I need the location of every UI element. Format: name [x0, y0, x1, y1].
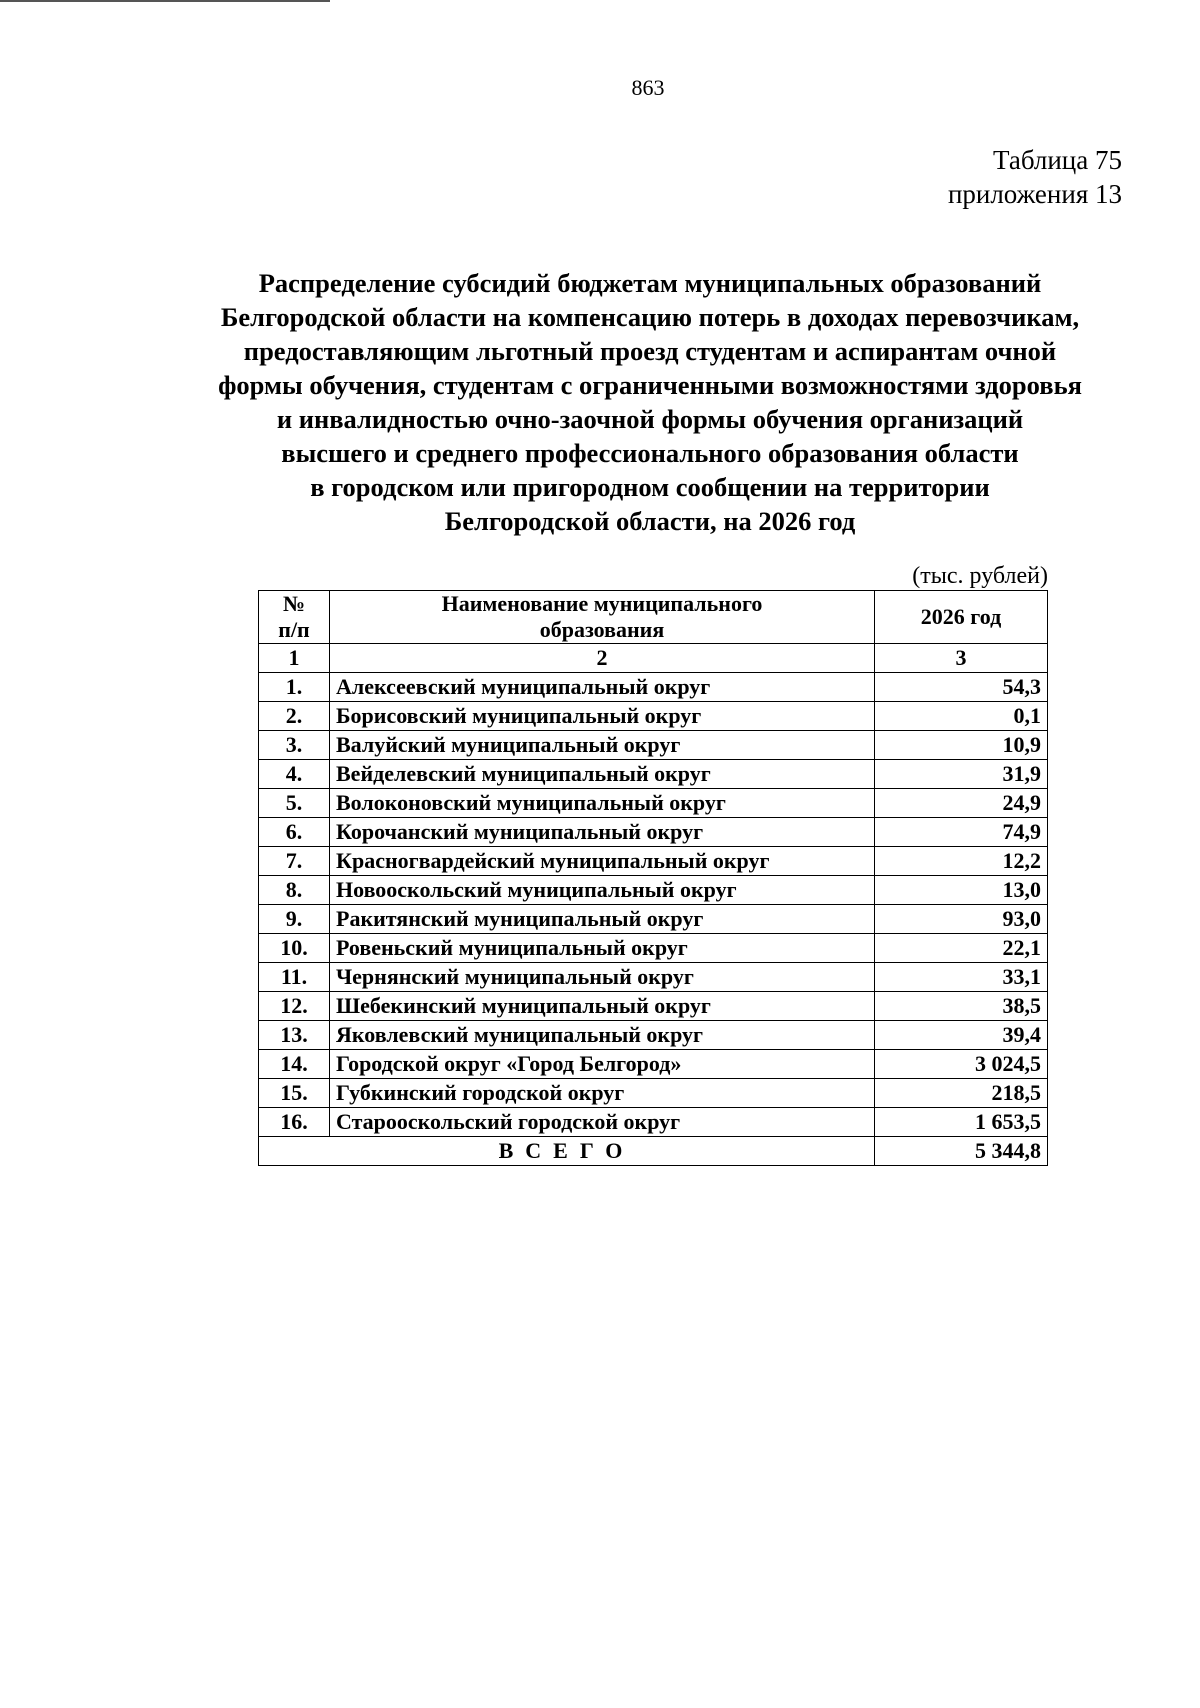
table-row: [259, 1021, 1048, 1050]
row-name: Городской округ «Город Белгород»: [330, 1050, 875, 1079]
row-name: Яковлевский муниципальный округ: [330, 1021, 875, 1050]
table-row: [259, 1108, 1048, 1137]
row-name: Ровеньский муниципальный округ: [330, 934, 875, 963]
title-line: в городском или пригородном сообщении на территории: [310, 472, 990, 502]
page-number: 863: [631, 75, 665, 100]
row-name: Красногвардейский муниципальный округ: [330, 847, 875, 876]
row-value: 12,2: [875, 847, 1048, 876]
header-number-line-1: №: [282, 591, 306, 616]
row-number: 8.: [259, 876, 330, 905]
row-number: 6.: [259, 818, 330, 847]
total-value: 5 344,8: [875, 1137, 1048, 1166]
row-value: 10,9: [875, 731, 1048, 760]
table-row: [259, 818, 1048, 847]
header-value: 2026 год: [875, 591, 1048, 644]
row-name: Вейделевский муниципальный округ: [330, 760, 875, 789]
row-value: 39,4: [875, 1021, 1048, 1050]
row-number: 14.: [259, 1050, 330, 1079]
row-number: 7.: [259, 847, 330, 876]
table-row: [259, 905, 1048, 934]
row-number: 4.: [259, 760, 330, 789]
column-index: 3: [875, 644, 1048, 673]
row-value: 74,9: [875, 818, 1048, 847]
row-value: 1 653,5: [875, 1108, 1048, 1137]
row-name: Старооскольский городской округ: [330, 1108, 875, 1137]
row-name: Ракитянский муниципальный округ: [330, 905, 875, 934]
row-value: 13,0: [875, 876, 1048, 905]
total-row: [259, 1137, 1048, 1166]
title-line: Белгородской области, на 2026 год: [444, 506, 856, 536]
row-name: Борисовский муниципальный округ: [330, 702, 875, 731]
row-value: 54,3: [875, 673, 1048, 702]
table-reference: [948, 143, 1122, 211]
row-name: Корочанский муниципальный округ: [330, 818, 875, 847]
table-row: [259, 963, 1048, 992]
row-number: 12.: [259, 992, 330, 1021]
row-name: Губкинский городской округ: [330, 1079, 875, 1108]
scan-edge-line: [0, 0, 330, 2]
row-number: 10.: [259, 934, 330, 963]
header-number-line-2: п/п: [278, 617, 310, 642]
row-name: Волоконовский муниципальный округ: [330, 789, 875, 818]
table-header-row: [259, 591, 1048, 644]
column-index-row: [259, 644, 1048, 673]
row-number: 9.: [259, 905, 330, 934]
row-value: 31,9: [875, 760, 1048, 789]
row-name: Шебекинский муниципальный округ: [330, 992, 875, 1021]
table-row: [259, 789, 1048, 818]
column-index: 1: [259, 644, 330, 673]
title-line: предоставляющим льготный проезд студентам и аспирантам очной: [243, 336, 1057, 366]
row-value: 93,0: [875, 905, 1048, 934]
table-reference-line-1: Таблица 75: [993, 145, 1122, 175]
row-value: 22,1: [875, 934, 1048, 963]
table-row: [259, 702, 1048, 731]
row-number: 16.: [259, 1108, 330, 1137]
table-row: [259, 731, 1048, 760]
table-row: [259, 1050, 1048, 1079]
row-value: 33,1: [875, 963, 1048, 992]
title-line: формы обучения, студентам с ограниченными возможностями здоровья: [218, 370, 1082, 400]
row-value: 24,9: [875, 789, 1048, 818]
row-number: 1.: [259, 673, 330, 702]
table-row: [259, 934, 1048, 963]
row-name: Валуйский муниципальный округ: [330, 731, 875, 760]
document-title: [150, 266, 1150, 538]
table-row: [259, 992, 1048, 1021]
header-name-line-2: образования: [539, 617, 665, 642]
table-row: [259, 673, 1048, 702]
row-number: 5.: [259, 789, 330, 818]
row-value: 218,5: [875, 1079, 1048, 1108]
row-number: 13.: [259, 1021, 330, 1050]
column-index: 2: [330, 644, 875, 673]
row-number: 3.: [259, 731, 330, 760]
subsidies-table: [258, 590, 1048, 1166]
title-line: Белгородской области на компенсацию потерь в доходах перевозчикам,: [220, 302, 1080, 332]
header-name-line-1: Наименование муниципального: [441, 591, 763, 616]
table-body: [259, 673, 1048, 1137]
row-name: Чернянский муниципальный округ: [330, 963, 875, 992]
title-line: высшего и среднего профессионального образования области: [281, 438, 1019, 468]
units-label: (тыс. рублей): [912, 563, 1048, 589]
title-line: Распределение субсидий бюджетам муниципальных образований: [258, 268, 1042, 298]
row-number: 11.: [259, 963, 330, 992]
row-value: 38,5: [875, 992, 1048, 1021]
table-row: [259, 1079, 1048, 1108]
table-row: [259, 847, 1048, 876]
row-name: Новооскольский муниципальный округ: [330, 876, 875, 905]
row-name: Алексеевский муниципальный округ: [330, 673, 875, 702]
row-number: 15.: [259, 1079, 330, 1108]
row-value: 0,1: [875, 702, 1048, 731]
row-value: 3 024,5: [875, 1050, 1048, 1079]
table-row: [259, 876, 1048, 905]
header-number: [259, 591, 330, 644]
header-name: [330, 591, 875, 644]
title-line: и инвалидностью очно-заочной формы обучения организаций: [276, 404, 1024, 434]
table-row: [259, 760, 1048, 789]
table-reference-line-2: приложения 13: [947, 179, 1122, 209]
row-number: 2.: [259, 702, 330, 731]
total-label: ВСЕГО: [259, 1137, 875, 1166]
